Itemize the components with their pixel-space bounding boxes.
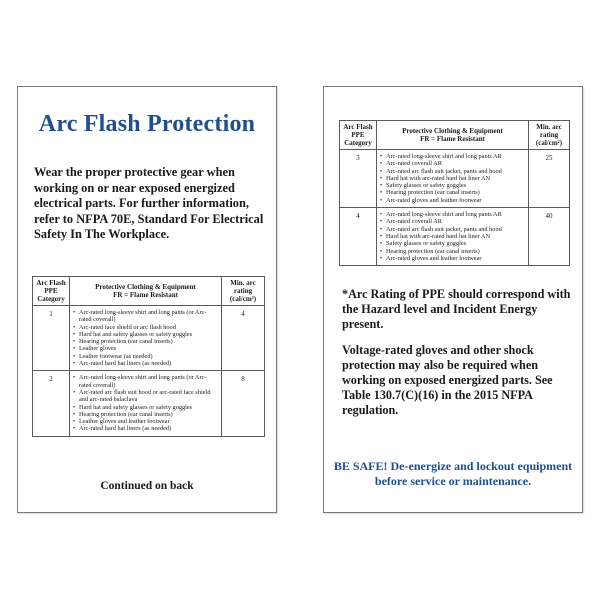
table-row [340,208,570,266]
arc-rating-note: *Arc Rating of PPE should correspond with the Hazard level and Incident Energy present. [342,287,571,331]
list-item: • Arc-rated gloves and leather footwear [386,255,525,262]
list-item: • Arc-rated coverall AR [386,218,525,225]
table-row [33,371,265,436]
list-item: • Arc-rated hard hat liners (as needed) [79,360,218,367]
items-list [379,211,525,262]
list-item: • Arc-rated coverall AR [386,160,525,167]
table-header-row [33,277,265,306]
header-rating: Min. arc rating (cal/cm²) [222,277,265,306]
list-item: • Arc-rated arc flash suit jacket, pants and hood [386,226,525,233]
front-card [17,86,277,513]
list-item: • Hard hat with arc-rated hard hat liner AN [386,233,525,240]
items-cell [70,306,222,371]
list-item: • Arc-rated arc flash suit jacket, pants and hood [386,168,525,175]
list-item: • Arc-rated long-sleeve shirt and long pants AR [386,211,525,218]
list-item: • Safety glasses or safety goggles [386,240,525,247]
list-item: • Hard hat and safety glasses or safety goggles [79,404,218,411]
list-item: • Hearing protection (ear canal inserts) [79,411,218,418]
list-item: • Hard hat and safety glasses or safety goggles [79,331,218,338]
table-row [33,306,265,371]
table-header-row [340,121,570,150]
items-list [72,309,218,367]
header-clothing: Protective Clothing & Equipment FR = Flame Resistant [377,121,529,150]
category-cell: 4 [340,208,377,266]
list-item: • Arc-rated long-sleeve shirt and long pants (or Arc-rated coverall) [79,374,218,389]
table-row [340,150,570,208]
rating-cell: 4 [222,306,265,371]
list-item: • Leather gloves and leather footwear [79,418,218,425]
category-cell: 1 [33,306,70,371]
items-list [379,153,525,204]
header-category: Arc Flash PPE Category [340,121,377,150]
rating-cell: 40 [529,208,570,266]
list-item: • Arc-rated arc flash suit hood or arc-rated face shield and arc-rated balaclava [79,389,218,404]
header-category: Arc Flash PPE Category [33,277,70,306]
rating-cell: 25 [529,150,570,208]
list-item: • Arc-rated hard hat liners (as needed) [79,425,218,432]
list-item: • Leather footwear (as needed) [79,353,218,360]
items-cell [377,150,529,208]
items-cell [377,208,529,266]
items-cell [70,371,222,436]
list-item: • Hearing protection (ear canal inserts) [386,189,525,196]
ppe-table-back [339,120,570,266]
card-title: Arc Flash Protection [38,111,256,137]
list-item: • Hearing protection (ear canal inserts) [386,248,525,255]
voltage-gloves-note: Voltage-rated gloves and other shock protection may also be required when working on exposed energized parts. See Table 130.7(C)(16) in the 2015 NFPA regulation. [342,343,553,417]
continued-note: Continued on back [100,480,194,492]
list-item: • Arc-rated gloves and leather footwear [386,197,525,204]
list-item: • Arc-rated long-sleeve shirt and long pants AR [386,153,525,160]
category-cell: 3 [340,150,377,208]
list-item: • Arc-rated long-sleeve shirt and long pants (or Arc-rated coverall) [79,309,218,324]
category-cell: 2 [33,371,70,436]
rating-cell: 8 [222,371,265,436]
list-item: • Hearing protection (ear canal inserts) [79,338,218,345]
list-item: • Safety glasses or safety goggles [386,182,525,189]
list-item: • Hard hat with arc-rated hard hat liner AN [386,175,525,182]
header-clothing: Protective Clothing & Equipment FR = Flame Resistant [70,277,222,306]
ppe-table-front [32,276,265,437]
list-item: • Arc-rated face shield or arc flash hood [79,324,218,331]
intro-text: Wear the proper protective gear when working on or near exposed energized electrical parts. For further information, refer to NFPA 70E, Standard For Electrical Safety In The Workplace. [34,165,264,241]
back-card [323,86,583,513]
items-list [72,374,218,432]
header-rating: Min. arc rating (cal/cm²) [529,121,570,150]
be-safe-message: BE SAFE! De-energize and lockout equipment before service or maintenance. [333,459,573,488]
list-item: • Leather gloves [79,345,218,352]
